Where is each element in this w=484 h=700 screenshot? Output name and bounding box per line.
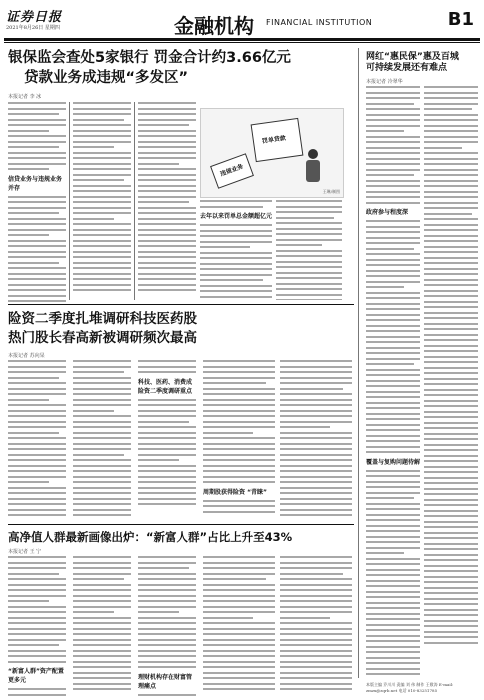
article3-subhead-2: 理财机构存在财富管理痛点 bbox=[138, 673, 193, 690]
article1-column-2 bbox=[73, 102, 131, 302]
section-title-english: FINANCIAL INSTITUTION bbox=[266, 18, 373, 27]
article2-column-4 bbox=[203, 360, 275, 522]
article3-column-4 bbox=[203, 556, 275, 696]
article1-subhead-1: 信贷业务与违规业务并存 bbox=[8, 175, 63, 192]
article1-title-line1: 银保监会查处5家银行 罚金合计约3.66亿元 bbox=[8, 50, 291, 66]
article1-column-4 bbox=[200, 200, 272, 300]
article2-column-2 bbox=[73, 360, 131, 522]
article1-column-1 bbox=[8, 102, 66, 302]
sidebar-column-1 bbox=[366, 86, 420, 676]
article3-column-5 bbox=[280, 556, 352, 696]
sidebar-column-2 bbox=[424, 86, 478, 676]
section-rule bbox=[8, 524, 354, 525]
article1-title-line2: 贷款业务成违规“多发区” bbox=[24, 70, 189, 86]
violation-sign-graphic: 违规业务 bbox=[210, 153, 254, 189]
article3-title: 高净值人群最新画像出炉：“新富人群”占比上升至43% bbox=[8, 530, 293, 544]
article2-subhead-1: 科技、医药、消费成险资二季度调研重点 bbox=[138, 378, 193, 395]
sidebar-subhead-2: 覆盖与复购问题待解 bbox=[366, 458, 420, 466]
column-divider bbox=[69, 102, 70, 300]
article2-column-5 bbox=[280, 360, 352, 522]
newspaper-logo: 证券日报 bbox=[6, 10, 63, 25]
sidebar-title-line2: 可持续发展还有难点 bbox=[366, 63, 448, 74]
article1-column-3 bbox=[138, 102, 196, 302]
article1-illustration bbox=[200, 108, 344, 198]
article3-subhead-1: “新富人群”资产配置更多元 bbox=[8, 668, 64, 684]
article3-byline: 本报记者 王 宁 bbox=[8, 549, 42, 555]
sidebar-divider bbox=[358, 48, 359, 678]
masthead-rule-thin bbox=[4, 42, 480, 43]
sidebar-title bbox=[366, 52, 478, 75]
article2-byline: 本报记者 苏向杲 bbox=[8, 353, 45, 359]
section-title: 金融机构 bbox=[174, 14, 254, 38]
article2-title-line1: 险资二季度扎堆调研科技医药股 bbox=[8, 311, 197, 327]
article2-subhead-2: 周期股获得险资 “青睐” bbox=[203, 488, 267, 496]
article1-byline: 本报记者 李 冰 bbox=[8, 94, 42, 100]
masthead-rule bbox=[4, 38, 480, 41]
article1-column-5 bbox=[276, 200, 342, 300]
masthead bbox=[4, 4, 480, 38]
penalty-card-text: 罚单贷款 bbox=[261, 134, 287, 146]
article3-column-1 bbox=[8, 556, 66, 696]
column-divider bbox=[134, 102, 135, 300]
section-rule bbox=[8, 304, 354, 305]
page-footer: 本版主编 乔川川 责编 刘 伟 制作 王敬涛 E-mail: zmzx@zqrb.net 电话 010-83251785 bbox=[366, 682, 454, 693]
article1-subhead-2: 去年以来罚单总金额超亿元 bbox=[200, 213, 272, 220]
article2-column-3 bbox=[138, 360, 196, 522]
article3-column-2 bbox=[73, 556, 131, 696]
penalty-card-graphic bbox=[251, 118, 304, 162]
article3-column-3 bbox=[138, 556, 196, 696]
sidebar-title-line1: 网红“惠民保”惠及百城 bbox=[366, 52, 459, 62]
page-number: B1 bbox=[447, 9, 474, 30]
sidebar-byline: 本报记者 冷翠华 bbox=[366, 79, 403, 85]
illustration-credit: 王琳/制图 bbox=[322, 189, 340, 194]
issue-date: 2021年8月26日 星期四 bbox=[6, 25, 60, 31]
article2-column-1 bbox=[8, 360, 66, 522]
sidebar-subhead-1: 政府参与程度深 bbox=[366, 209, 409, 216]
person-figure bbox=[301, 149, 325, 189]
article2-title-line2: 热门股长春高新被调研频次最高 bbox=[8, 330, 197, 346]
